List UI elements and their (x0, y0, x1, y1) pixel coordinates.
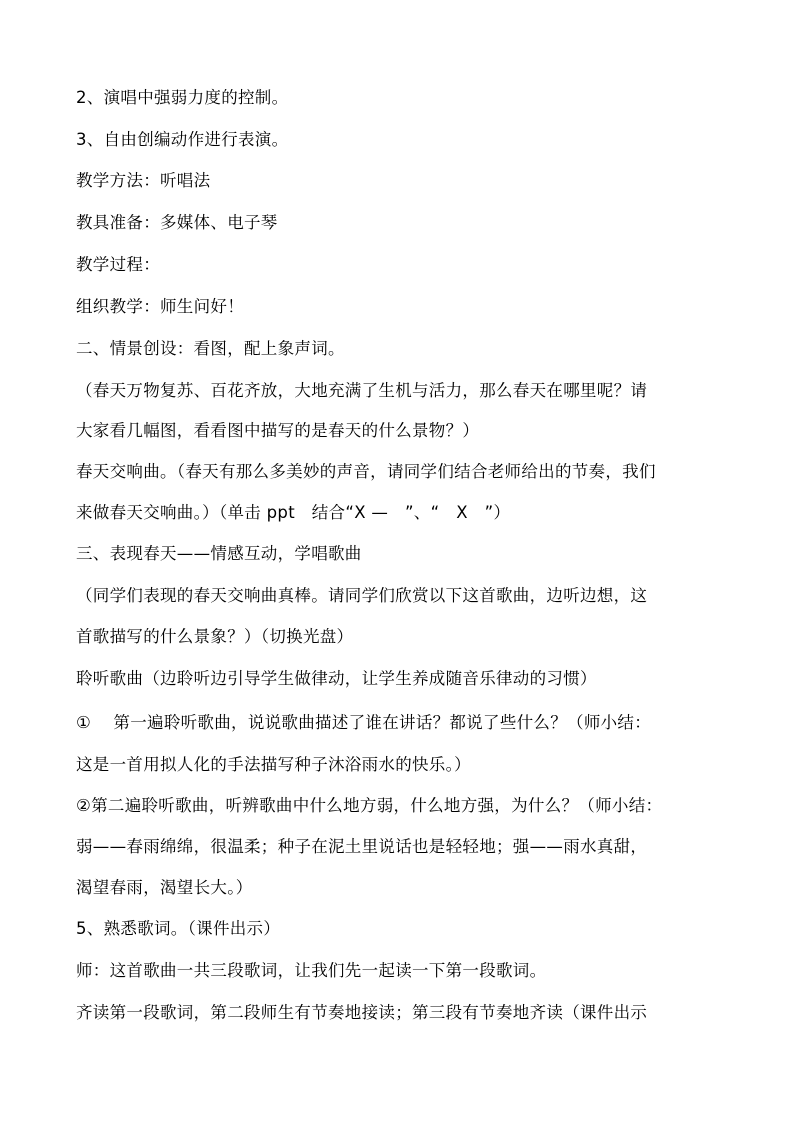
text-line: 三、表现春天——情感互动，学唱歌曲 (76, 544, 362, 563)
text-line: ① 第一遍聆听歌曲，说说歌曲描述了谁在讲话？都说了些什么？（师小结： (76, 713, 652, 732)
text-line: （春天万物复苏、百花齐放，大地充满了生机与活力，那么春天在哪里呢？请 (76, 381, 648, 400)
text-line: 5、熟悉歌词。（课件出示） (76, 919, 281, 938)
text-line: （同学们表现的春天交响曲真棒。请同学们欣赏以下这首歌曲，边听边想，这 (76, 586, 648, 605)
text-line: ②第二遍聆听歌曲，听辨歌曲中什么地方弱，什么地方强，为什么？（师小结： (76, 796, 663, 815)
text-line: 2、演唱中强弱力度的控制。 (76, 88, 289, 107)
text-line: 师：这首歌曲一共三段歌词，让我们先一起读一下第一段歌词。 (76, 961, 547, 980)
text-line: 这是一首用拟人化的手法描写种子沐浴雨水的快乐。） (76, 755, 471, 774)
text-line: 首歌描写的什么景象？）（切换光盘） (76, 627, 354, 646)
text-line: 春天交响曲。（春天有那么多美妙的声音，请同学们结合老师给出的节奏，我们 (76, 462, 656, 481)
text-line: 教学过程： (76, 255, 160, 274)
text-line: 教学方法：听唱法 (76, 171, 211, 190)
text-line: 弱——春雨绵绵，很温柔；种子在泥土里说话也是轻轻地；强——雨水真甜， (76, 837, 648, 856)
text-line: 齐读第一段歌词，第二段师生有节奏地接读；第三段有节奏地齐读（课件出示 (76, 1003, 648, 1022)
text-line: 大家看几幅图，看看图中描写的是春天的什么景物？） (76, 421, 480, 440)
text-line: 3、自由创编动作进行表演。 (76, 130, 289, 149)
text-line: 教具准备：多媒体、电子琴 (76, 213, 278, 232)
text-line: 来做春天交响曲。）（单击 ppt 结合“X — ”、“ X ”） (76, 503, 511, 522)
text-line: 聆听歌曲（边聆听边引导学生做律动，让学生养成随音乐律动的习惯） (76, 669, 597, 688)
text-line: 组织教学：师生问好！ (76, 297, 244, 316)
text-line: 二、情景创设：看图，配上象声词。 (76, 339, 345, 358)
text-line: 渴望春雨，渴望长大。） (76, 878, 253, 897)
